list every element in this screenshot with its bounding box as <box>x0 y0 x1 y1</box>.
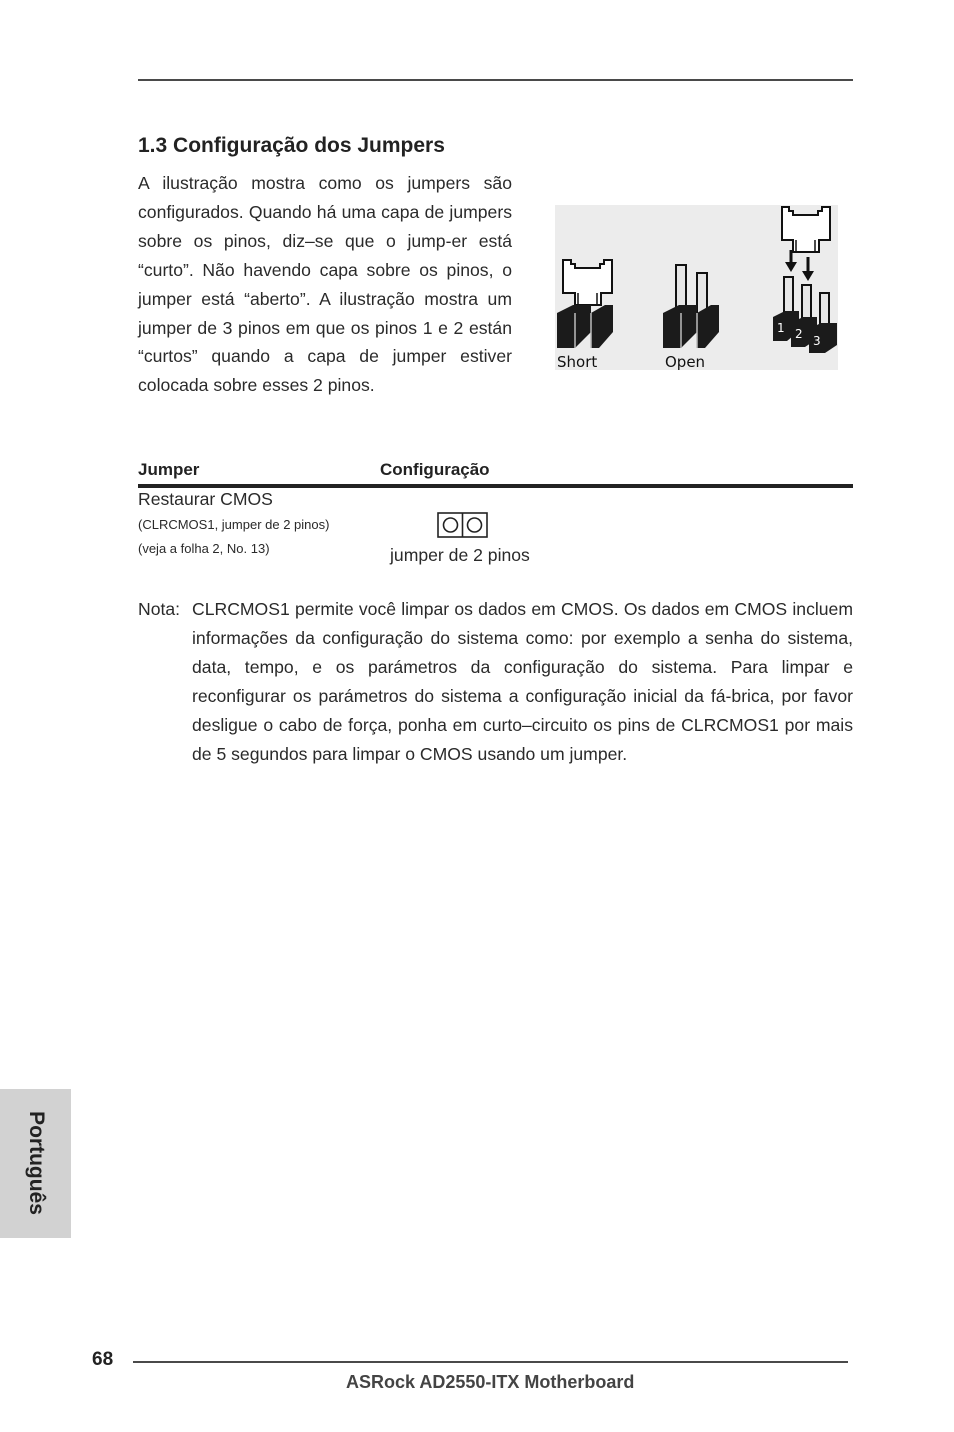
footer-rule <box>133 1361 848 1363</box>
pin-number-2: 2 <box>795 327 803 341</box>
configuration-caption: jumper de 2 pinos <box>390 545 530 565</box>
three-pin-jumper-icon <box>773 207 837 353</box>
short-label: Short <box>557 353 598 370</box>
section-title: 1.3 Configuração dos Jumpers <box>138 134 445 157</box>
jumper-detail: (CLRCMOS1, jumper de 2 pinos) <box>138 517 330 532</box>
note-label: Nota: <box>138 599 181 619</box>
language-label: Português <box>24 1111 48 1215</box>
intro-paragraph: A ilustração mostra como os jumpers são configurados. Quando há uma capa de jumpers sobre os pinos, diz–se que o jump-er está “curto”. Não havendo capa sobre os pinos, o jumper está “aberto”. A ilustração mostra um jumper de 3 pinos em que os pinos 1 e 2 están “curtos” quando a capa de jumper estiver colocada sobre esses 2 pinos. <box>138 173 512 396</box>
pin-number-1: 1 <box>777 321 785 335</box>
column-header-jumper: Jumper <box>138 460 200 479</box>
short-jumper-icon <box>557 260 613 348</box>
column-header-configuration: Configuração <box>380 460 490 479</box>
jumper-reference: (veja a folha 2, No. 13) <box>138 541 270 556</box>
note-text: CLRCMOS1 permite você limpar os dados em CMOS. Os dados em CMOS incluem informações da configuração do sistema como: por exemplo a senha do sistema, data, tempo, e os parámetros da configuração do sistema. Para limpar e reconfigurar os parámetros do sistema a configuração inicial da fá-brica, por favor desligue o cabo de força, ponha em curto–circuito os pins de CLRCMOS1 por mais de 5 segundos para limpar o CMOS usando um jumper. <box>192 599 853 764</box>
pin-number-3: 3 <box>813 334 821 348</box>
open-label: Open <box>665 353 706 370</box>
two-pin-jumper-icon <box>437 512 489 543</box>
jumper-name: Restaurar CMOS <box>138 489 273 509</box>
language-tab <box>0 1089 71 1238</box>
open-jumper-icon <box>663 265 719 348</box>
jumper-illustration <box>555 205 838 370</box>
footer-product-title: ASRock AD2550-ITX Motherboard <box>346 1372 635 1392</box>
page-number: 68 <box>92 1349 114 1370</box>
table-header-rule <box>138 484 853 488</box>
header-rule <box>138 79 853 81</box>
